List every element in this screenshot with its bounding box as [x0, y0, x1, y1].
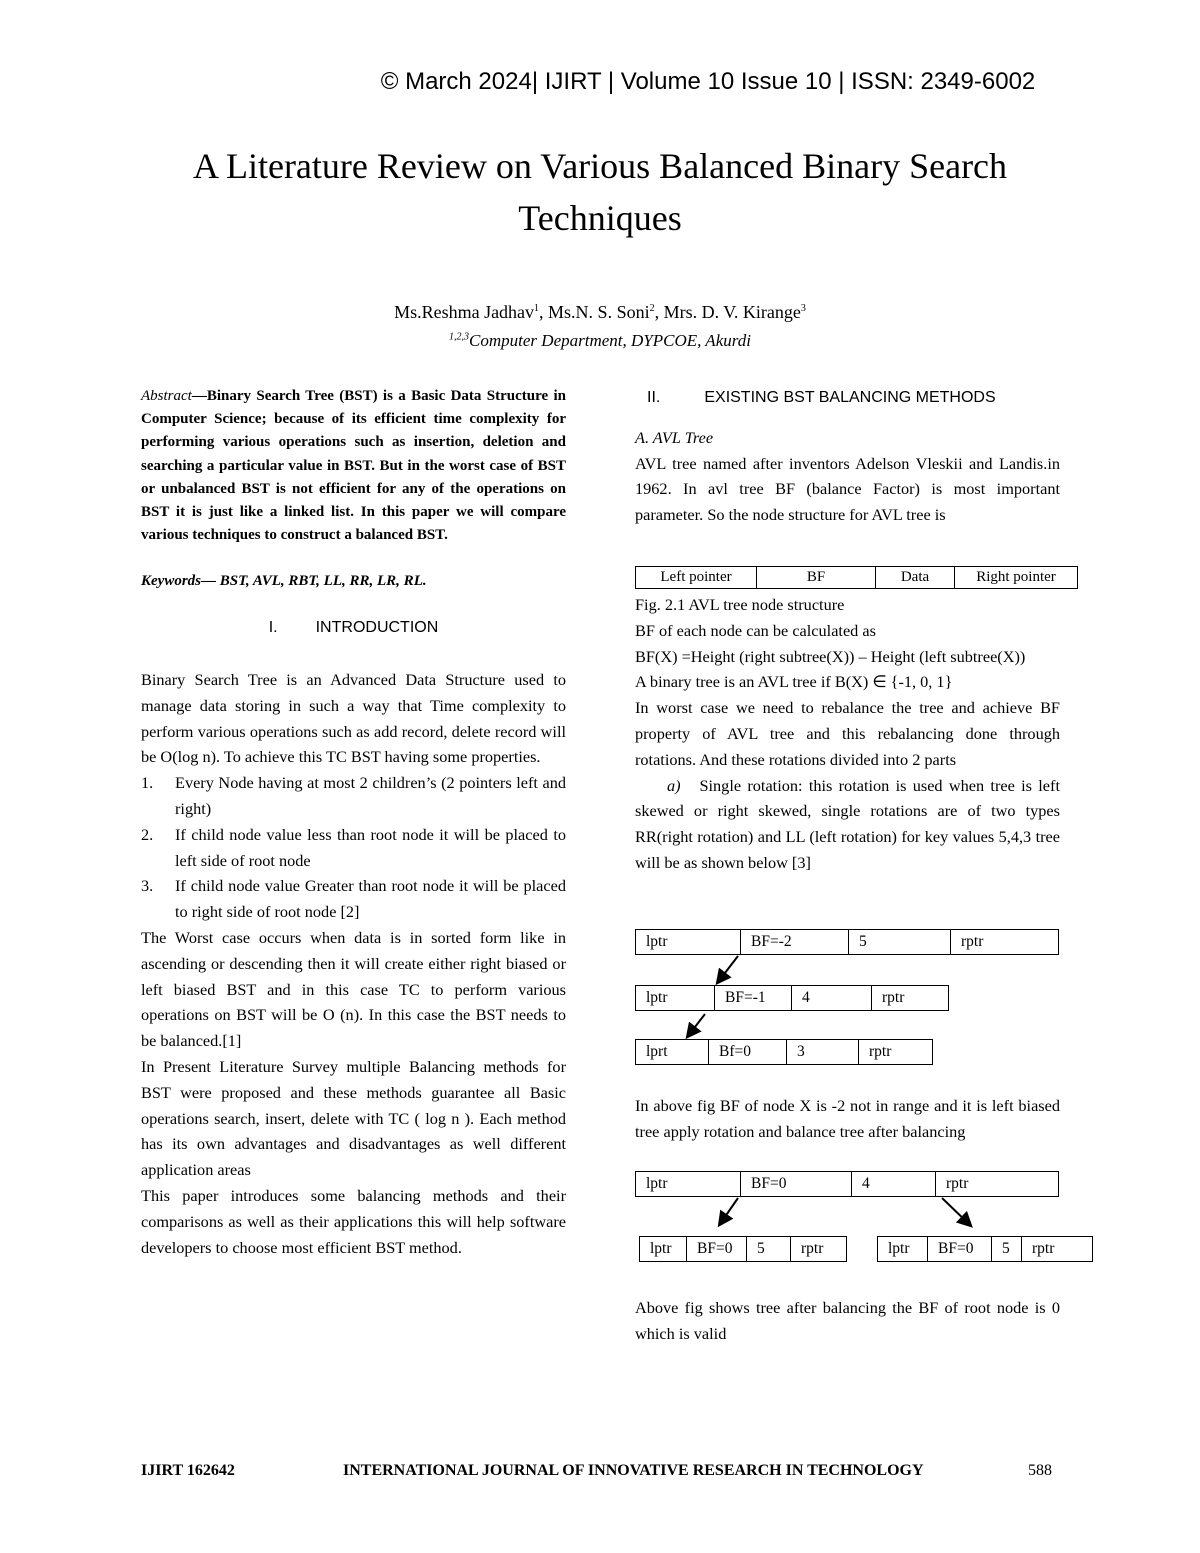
node-cell: 5 — [849, 930, 951, 954]
title-line-1: A Literature Review on Various Balanced Binary Search — [192, 146, 1008, 186]
node-cell: rptr — [961, 933, 984, 950]
node-cell: BF=-1 — [715, 986, 792, 1010]
final-text — [635, 1295, 1060, 1347]
author-2-sup: 2 — [649, 303, 655, 314]
bf-formula: BF(X) =Height (right subtree(X)) – Height (left subtree(X)) — [635, 646, 1026, 666]
footer-journal: INTERNATIONAL JOURNAL OF INNOVATIVE RESEARCH IN TECHNOLOGY — [343, 1462, 924, 1479]
footer-page-number: 588 — [1028, 1462, 1052, 1479]
tree2-right-child — [877, 1236, 1093, 1262]
section2-heading: EXISTING BST BALANCING METHODS — [704, 389, 996, 406]
node-cell: lptr — [640, 1237, 687, 1261]
node-cell: rptr — [882, 989, 905, 1006]
abstract-text: —Binary Search Tree (BST) is a Basic Data Structure in Computer Science; because of its efficient time complexity for performing various operations such as insertion, deletion and searching a particular value in BST. But in the worst case of BST or unbalanced BST is not efficient for any of the operations on BST it is just like a linked list. In this paper we will compare various techniques to construct a balanced BST. — [141, 388, 566, 544]
intro-paragraph-4: This paper introduces some balancing methods and their comparisons as well as their applications this will help software developers to choose most efficient BST method. — [141, 1185, 566, 1257]
node-cell: BF=0 — [928, 1237, 992, 1261]
list-num: 3. — [141, 876, 154, 896]
node-cell: 4 — [852, 1172, 936, 1196]
section2-num: II. — [647, 389, 661, 406]
intro-paragraph-1: Binary Search Tree is an Advanced Data Structure used to manage data storing in such a way that Time complexity to perform various operations such as add record, delete record will be O(log n). To achieve this TC BST having some properties. — [141, 670, 566, 767]
node-cell: rptr — [869, 1043, 892, 1060]
author-2: , Ms.N. S. Soni — [539, 302, 650, 322]
affiliation-sup: 1,2,3 — [449, 331, 470, 343]
single-rotation-text: Single rotation: this rotation is used when tree is left skewed or right skewed, single rotations are of two types RR(right rotation) and LL (left rotation) for key values 5,4,3 tree will be as shown below [3] — [635, 775, 1060, 872]
node-cell-bf: BF — [757, 567, 876, 589]
node-cell: BF=-2 — [741, 930, 849, 954]
avl-paragraph-5: Above fig shows tree after balancing the BF of root node is 0 which is valid — [635, 1298, 1060, 1343]
journal-header: © March 2024| IJIRT | Volume 10 Issue 10 | ISSN: 2349-6002 — [380, 68, 1036, 95]
node-cell: 5 — [992, 1237, 1022, 1261]
affiliation-text: Computer Department, DYPCOE, Akurdi — [469, 331, 751, 350]
rotation-result-text — [635, 1093, 1060, 1145]
arrow-4-to-3 — [688, 1014, 705, 1036]
node-cell: rptr — [1032, 1240, 1055, 1257]
abstract-label: Abstract — [141, 388, 192, 404]
node-cell-right-pointer: Right pointer — [955, 567, 1078, 589]
footer-id: IJIRT 162642 — [141, 1462, 235, 1479]
arrow-5-to-4 — [718, 956, 738, 982]
node-cell: lptr — [878, 1237, 928, 1261]
node-cell: lptr — [636, 1172, 741, 1196]
node-cell-data: Data — [876, 567, 955, 589]
node-cell: 5 — [747, 1237, 791, 1261]
author-1: Ms.Reshma Jadhav — [394, 302, 535, 322]
avl-paragraph-1: AVL tree named after inventors Adelson Vleskii and Landis.in 1962. In avl tree BF (balance Factor) is most important parameter. So the node structure for AVL tree is — [635, 453, 1060, 525]
arrow-root-to-left — [720, 1198, 738, 1224]
node-cell: BF=0 — [687, 1237, 747, 1261]
intro-heading: INTRODUCTION — [315, 619, 439, 637]
avl-condition: A binary tree is an AVL tree if B(X) ∈ {-1, 0, 1} — [635, 672, 953, 692]
intro-num: I. — [268, 619, 278, 637]
node-cell: 4 — [792, 986, 872, 1010]
avl-paragraph-2: In worst case we need to rebalance the tree and achieve BF property of AVL tree and this rebalancing done through rotations. And these rotations divided into 2 parts — [635, 698, 1060, 769]
intro-paragraph-3: In Present Literature Survey multiple Balancing methods for BST were proposed and these methods guarantee all Basic operations search, insert, delete with TC ( log n ). Each method has its own advantages and disadvantages as well different application areas — [141, 1056, 566, 1180]
avl-paragraph-4: In above fig BF of node X is -2 not in range and it is left biased tree apply rotation and balance tree after balancing — [635, 1096, 1060, 1141]
title-line-2: Techniques — [518, 198, 682, 238]
list-text: Every Node having at most 2 children’s (2 pointers left and right) — [175, 773, 566, 818]
fig-caption: Fig. 2.1 AVL tree node structure — [635, 595, 845, 614]
bf-intro: BF of each node can be calculated as — [635, 620, 876, 640]
list-num: 1. — [141, 773, 154, 793]
author-3: , Mrs. D. V. Kirange — [654, 302, 801, 322]
node-cell: lptr — [636, 986, 715, 1010]
author-1-sup: 1 — [534, 303, 540, 314]
item-label: a) — [667, 775, 681, 795]
node-cell-left-pointer: Left pointer — [636, 567, 757, 589]
keywords: Keywords— BST, AVL, RBT, LL, RR, LR, RL. — [141, 573, 427, 590]
node-cell: lptr — [636, 930, 741, 954]
node-cell: rptr — [801, 1240, 824, 1257]
arrow-root-to-right — [942, 1198, 970, 1225]
node-cell: lprt — [636, 1040, 709, 1064]
node-cell: rptr — [946, 1175, 969, 1192]
list-text: If child node value Greater than root node it will be placed to right side of root node [2] — [175, 876, 566, 922]
node-cell: 3 — [787, 1040, 859, 1064]
list-num: 2. — [141, 824, 154, 844]
intro-paragraph-2: The Worst case occurs when data is in sorted form like in ascending or descending then it will create either right biased or left biased BST and in this case TC to perform various operations on BST will be O (n). In this case the BST needs to be balanced.[1] — [141, 927, 566, 1051]
tree2-root — [635, 1171, 1059, 1197]
author-3-sup: 3 — [800, 303, 806, 314]
list-text: If child node value less than root node it will be placed to left side of root node — [175, 824, 566, 870]
node-cell: BF=0 — [741, 1172, 852, 1196]
subsection-avl: A. AVL Tree — [635, 427, 714, 447]
tree2-left-child — [639, 1236, 847, 1262]
node-cell: Bf=0 — [709, 1040, 787, 1064]
